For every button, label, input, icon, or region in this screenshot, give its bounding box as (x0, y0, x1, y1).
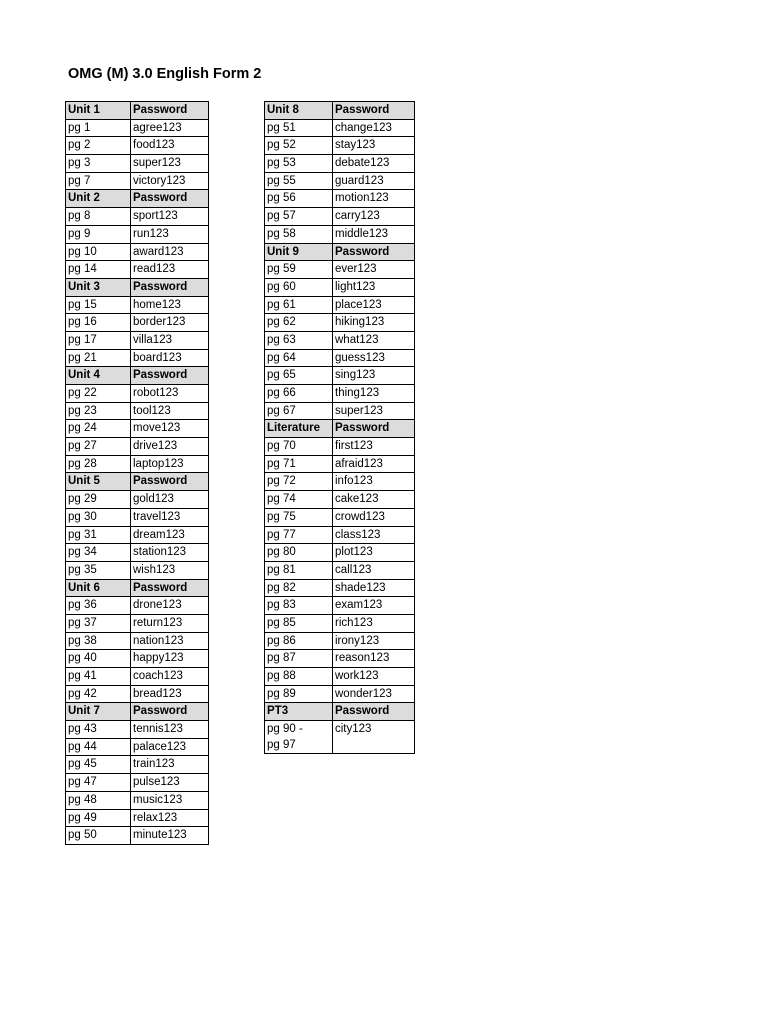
password-cell: call123 (333, 561, 415, 579)
page-cell: pg 52 (265, 137, 333, 155)
table-row (265, 526, 415, 544)
table-row (66, 721, 209, 739)
table-row (66, 172, 209, 190)
page-cell: pg 21 (66, 349, 131, 367)
table-row (66, 809, 209, 827)
password-cell: palace123 (131, 738, 209, 756)
table-row (66, 791, 209, 809)
page-cell: pg 53 (265, 155, 333, 173)
page-cell: pg 48 (66, 791, 131, 809)
password-cell: change123 (333, 119, 415, 137)
page-cell: pg 36 (66, 597, 131, 615)
table-row (66, 650, 209, 668)
table-row (66, 614, 209, 632)
page-cell: pg 75 (265, 508, 333, 526)
table-row (265, 508, 415, 526)
table-row (66, 349, 209, 367)
page-cell: pg 64 (265, 349, 333, 367)
password-header-cell: Password (333, 703, 415, 721)
table-row (265, 544, 415, 562)
table-row (265, 455, 415, 473)
page-cell: pg 50 (66, 827, 131, 845)
table-row (66, 402, 209, 420)
table-row (66, 491, 209, 509)
table-row (265, 208, 415, 226)
table-row (66, 314, 209, 332)
password-cell: gold123 (131, 491, 209, 509)
password-header-cell: Password (333, 102, 415, 120)
password-cell: nation123 (131, 632, 209, 650)
page-cell: pg 63 (265, 331, 333, 349)
table-row (66, 756, 209, 774)
password-cell: award123 (131, 243, 209, 261)
table-row (66, 438, 209, 456)
page-cell: pg 43 (66, 721, 131, 739)
page-cell: pg 10 (66, 243, 131, 261)
section-label-cell: Unit 2 (66, 190, 131, 208)
password-cell: exam123 (333, 597, 415, 615)
table-row (265, 314, 415, 332)
table-row (265, 579, 415, 597)
password-cell: info123 (333, 473, 415, 491)
table-row (265, 367, 415, 385)
table-row (66, 561, 209, 579)
page-cell: pg 57 (265, 208, 333, 226)
table-row (66, 544, 209, 562)
password-header-cell: Password (131, 102, 209, 120)
table-row (265, 349, 415, 367)
page-cell: pg 35 (66, 561, 131, 579)
section-header-row (265, 420, 415, 438)
table-row (66, 420, 209, 438)
page-cell: pg 34 (66, 544, 131, 562)
table-row (66, 261, 209, 279)
password-cell: reason123 (333, 650, 415, 668)
table-row (66, 331, 209, 349)
table-row (265, 172, 415, 190)
table-row (66, 508, 209, 526)
table-row (265, 119, 415, 137)
password-cell: guard123 (333, 172, 415, 190)
table-row (66, 526, 209, 544)
page-cell: pg 27 (66, 438, 131, 456)
page-title: OMG (M) 3.0 English Form 2 (68, 66, 262, 82)
table-row (66, 827, 209, 845)
table-row (66, 455, 209, 473)
page-cell: pg 87 (265, 650, 333, 668)
table-row (265, 685, 415, 703)
password-cell: return123 (131, 614, 209, 632)
page-cell: pg 66 (265, 385, 333, 403)
password-header-cell: Password (131, 190, 209, 208)
password-cell: border123 (131, 314, 209, 332)
page-cell: pg 8 (66, 208, 131, 226)
password-cell: super123 (131, 155, 209, 173)
table-row (265, 155, 415, 173)
password-cell: agree123 (131, 119, 209, 137)
section-header-row (66, 278, 209, 296)
table-row (265, 278, 415, 296)
page-cell: pg 7 (66, 172, 131, 190)
password-cell: minute123 (131, 827, 209, 845)
password-cell: laptop123 (131, 455, 209, 473)
page-cell: pg 80 (265, 544, 333, 562)
table-row (265, 137, 415, 155)
password-cell: city123 (333, 721, 415, 754)
page-cell: pg 29 (66, 491, 131, 509)
section-header-row (66, 703, 209, 721)
table-row (265, 438, 415, 456)
table-row (265, 614, 415, 632)
password-cell: bread123 (131, 685, 209, 703)
password-header-cell: Password (333, 420, 415, 438)
password-cell: run123 (131, 225, 209, 243)
password-cell: thing123 (333, 385, 415, 403)
password-cell: afraid123 (333, 455, 415, 473)
password-cell: sport123 (131, 208, 209, 226)
page-cell: pg 31 (66, 526, 131, 544)
password-cell: tool123 (131, 402, 209, 420)
page-cell: pg 28 (66, 455, 131, 473)
page-cell: pg 49 (66, 809, 131, 827)
page-cell: pg 14 (66, 261, 131, 279)
page-cell: pg 24 (66, 420, 131, 438)
section-header-row (265, 102, 415, 120)
password-header-cell: Password (131, 367, 209, 385)
page-cell: pg 37 (66, 614, 131, 632)
table-row (265, 721, 415, 754)
section-header-row (265, 703, 415, 721)
table-row (265, 190, 415, 208)
table-row (66, 243, 209, 261)
table-row (66, 632, 209, 650)
password-cell: carry123 (333, 208, 415, 226)
section-header-row (66, 367, 209, 385)
page-cell: pg 65 (265, 367, 333, 385)
password-cell: pulse123 (131, 774, 209, 792)
section-label-cell: Unit 4 (66, 367, 131, 385)
password-header-cell: Password (333, 243, 415, 261)
page-cell: pg 88 (265, 668, 333, 686)
table-row (66, 119, 209, 137)
password-cell: first123 (333, 438, 415, 456)
page-cell: pg 70 (265, 438, 333, 456)
password-cell: crowd123 (333, 508, 415, 526)
section-label-cell: Literature (265, 420, 333, 438)
password-cell: board123 (131, 349, 209, 367)
page-cell: pg 90 - pg 97 (265, 721, 333, 754)
page-cell: pg 56 (265, 190, 333, 208)
password-header-cell: Password (131, 473, 209, 491)
password-cell: motion123 (333, 190, 415, 208)
page-cell: pg 2 (66, 137, 131, 155)
password-cell: middle123 (333, 225, 415, 243)
table-row (265, 561, 415, 579)
page-cell: pg 9 (66, 225, 131, 243)
table-row (265, 650, 415, 668)
password-cell: stay123 (333, 137, 415, 155)
password-header-cell: Password (131, 703, 209, 721)
page-cell: pg 62 (265, 314, 333, 332)
password-cell: sing123 (333, 367, 415, 385)
page-cell: pg 60 (265, 278, 333, 296)
section-label-cell: Unit 7 (66, 703, 131, 721)
section-label-cell: Unit 5 (66, 473, 131, 491)
password-cell: super123 (333, 402, 415, 420)
page-cell: pg 86 (265, 632, 333, 650)
password-cell: guess123 (333, 349, 415, 367)
page-cell: pg 71 (265, 455, 333, 473)
page-cell: pg 3 (66, 155, 131, 173)
password-cell: class123 (333, 526, 415, 544)
page-cell: pg 45 (66, 756, 131, 774)
section-header-row (265, 243, 415, 261)
page-cell: pg 22 (66, 385, 131, 403)
table-row (66, 668, 209, 686)
table-row (265, 597, 415, 615)
password-header-cell: Password (131, 278, 209, 296)
page-cell: pg 82 (265, 579, 333, 597)
page-cell: pg 74 (265, 491, 333, 509)
table-row (66, 137, 209, 155)
table-row (265, 632, 415, 650)
page-cell: pg 47 (66, 774, 131, 792)
section-label-cell: Unit 9 (265, 243, 333, 261)
password-table-left (65, 101, 209, 845)
page-cell: pg 15 (66, 296, 131, 314)
page-cell: pg 59 (265, 261, 333, 279)
password-cell: music123 (131, 791, 209, 809)
page-cell: pg 81 (265, 561, 333, 579)
page-cell: pg 23 (66, 402, 131, 420)
page-cell: pg 67 (265, 402, 333, 420)
password-cell: ever123 (333, 261, 415, 279)
password-cell: coach123 (131, 668, 209, 686)
password-cell: wonder123 (333, 685, 415, 703)
page-cell: pg 44 (66, 738, 131, 756)
table-row (66, 385, 209, 403)
table-row (265, 402, 415, 420)
password-header-cell: Password (131, 579, 209, 597)
page-cell: pg 85 (265, 614, 333, 632)
page-cell: pg 38 (66, 632, 131, 650)
page-cell: pg 51 (265, 119, 333, 137)
page-cell: pg 42 (66, 685, 131, 703)
section-label-cell: Unit 8 (265, 102, 333, 120)
table-row (265, 668, 415, 686)
table-row (66, 738, 209, 756)
password-cell: drive123 (131, 438, 209, 456)
password-cell: dream123 (131, 526, 209, 544)
table-row (265, 385, 415, 403)
section-label-cell: Unit 1 (66, 102, 131, 120)
page-cell: pg 83 (265, 597, 333, 615)
page-cell: pg 30 (66, 508, 131, 526)
page-cell: pg 58 (265, 225, 333, 243)
password-cell: light123 (333, 278, 415, 296)
table-row (66, 225, 209, 243)
table-row (265, 296, 415, 314)
password-cell: drone123 (131, 597, 209, 615)
section-header-row (66, 579, 209, 597)
password-cell: what123 (333, 331, 415, 349)
password-cell: irony123 (333, 632, 415, 650)
table-row (66, 597, 209, 615)
password-cell: happy123 (131, 650, 209, 668)
section-label-cell: PT3 (265, 703, 333, 721)
password-cell: villa123 (131, 331, 209, 349)
page-cell: pg 40 (66, 650, 131, 668)
password-cell: food123 (131, 137, 209, 155)
table-row (265, 491, 415, 509)
table-row (66, 155, 209, 173)
password-cell: hiking123 (333, 314, 415, 332)
section-header-row (66, 190, 209, 208)
password-cell: read123 (131, 261, 209, 279)
password-cell: tennis123 (131, 721, 209, 739)
password-cell: relax123 (131, 809, 209, 827)
password-cell: shade123 (333, 579, 415, 597)
page-cell: pg 55 (265, 172, 333, 190)
table-row (66, 208, 209, 226)
section-label-cell: Unit 6 (66, 579, 131, 597)
section-header-row (66, 102, 209, 120)
section-label-cell: Unit 3 (66, 278, 131, 296)
password-cell: robot123 (131, 385, 209, 403)
table-row (66, 774, 209, 792)
password-cell: debate123 (333, 155, 415, 173)
table-row (265, 261, 415, 279)
password-cell: move123 (131, 420, 209, 438)
password-cell: station123 (131, 544, 209, 562)
password-cell: rich123 (333, 614, 415, 632)
page-cell: pg 16 (66, 314, 131, 332)
page-cell: pg 41 (66, 668, 131, 686)
table-row (66, 296, 209, 314)
page-cell: pg 61 (265, 296, 333, 314)
password-cell: victory123 (131, 172, 209, 190)
password-cell: plot123 (333, 544, 415, 562)
password-table-right (264, 101, 415, 754)
password-cell: cake123 (333, 491, 415, 509)
page-cell: pg 1 (66, 119, 131, 137)
section-header-row (66, 473, 209, 491)
table-row (265, 473, 415, 491)
page-cell: pg 72 (265, 473, 333, 491)
table-row (66, 685, 209, 703)
password-cell: travel123 (131, 508, 209, 526)
password-cell: home123 (131, 296, 209, 314)
page-cell: pg 89 (265, 685, 333, 703)
page-cell: pg 17 (66, 331, 131, 349)
password-cell: work123 (333, 668, 415, 686)
page-cell: pg 77 (265, 526, 333, 544)
password-cell: place123 (333, 296, 415, 314)
table-row (265, 331, 415, 349)
password-cell: wish123 (131, 561, 209, 579)
table-row (265, 225, 415, 243)
password-cell: train123 (131, 756, 209, 774)
